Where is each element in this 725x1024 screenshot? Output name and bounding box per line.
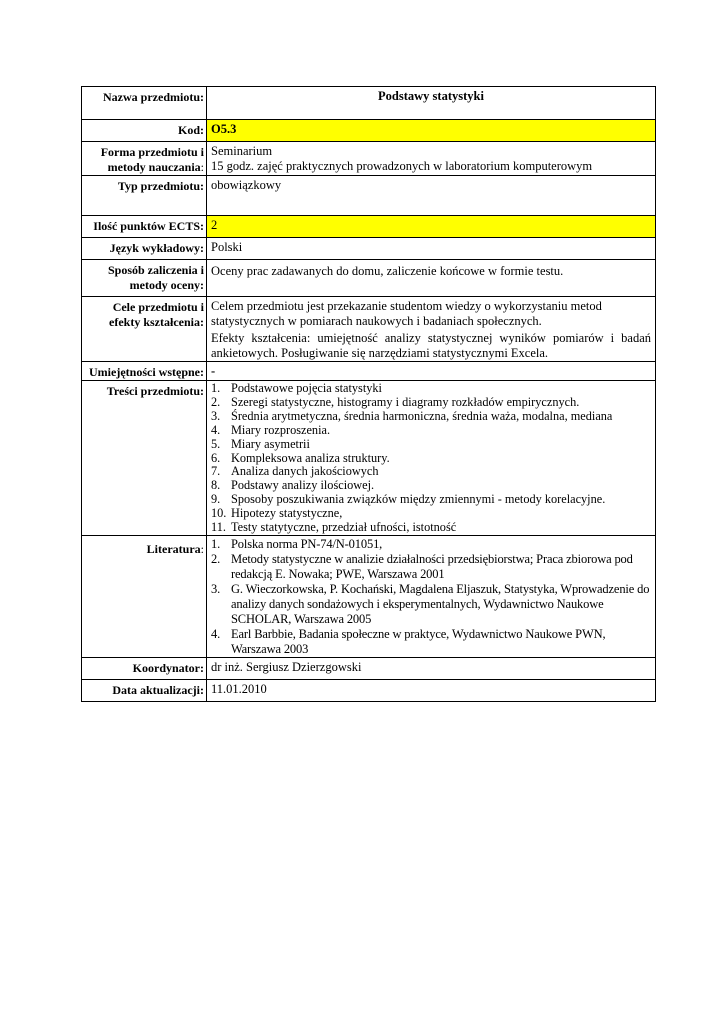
value-forma-line1: Seminarium (211, 144, 273, 158)
label-forma (82, 142, 207, 176)
tresci-item-text: Miary asymetrii (231, 436, 310, 451)
tresci-item-number: 9. (211, 492, 221, 507)
label-koordynator: Koordynator: (82, 657, 207, 679)
tresci-item (211, 438, 651, 452)
row-tresci (82, 381, 656, 536)
tresci-item-number: 1. (211, 381, 221, 395)
tresci-item-number: 7. (211, 464, 221, 479)
literatura-item-text: Metody statystyczne w analizie działalności przedsiębiorstwa; Praca zbiorowa pod redakcją E. Nowaka; PWE, Warszawa 2001 (231, 551, 633, 581)
tresci-item-number: 10. (211, 506, 227, 521)
value-kod: O5.3 (207, 120, 656, 142)
literatura-list (211, 537, 651, 657)
tresci-item-number: 4. (211, 422, 221, 437)
row-cele (82, 297, 656, 362)
tresci-item (211, 507, 651, 521)
label-forma-line1: Forma przedmiotu i (100, 145, 204, 159)
cele-paragraph-1: Celem przedmiotu jest przekazanie studentom wiedzy o wykorzystaniu metod statystycznych w pomiarach naukowych i badaniach społecznych. (211, 299, 602, 328)
label-cele-line2: efekty kształcenia: (109, 315, 204, 329)
row-jezyk (82, 238, 656, 260)
tresci-item-number: 3. (211, 408, 221, 423)
tresci-item-number: 2. (211, 394, 221, 409)
value-typ: obowiązkowy (207, 176, 656, 216)
literatura-item-number: 3. (211, 581, 221, 596)
tresci-list (211, 382, 651, 535)
label-cele (82, 297, 207, 362)
label-forma-line2 (85, 160, 204, 175)
tresci-item-number: 8. (211, 478, 221, 493)
row-forma (82, 142, 656, 176)
value-forma (207, 142, 656, 176)
tresci-item-text: Podstawy analizy ilościowej. (231, 478, 375, 493)
literatura-item (211, 582, 651, 627)
tresci-item-text: Analiza danych jakościowych (231, 464, 379, 479)
row-kod (82, 120, 656, 142)
value-koordynator: dr inż. Sergiusz Dzierzgowski (207, 657, 656, 679)
tresci-item (211, 396, 651, 410)
literatura-item-text: Earl Barbbie, Badania społeczne w praktyce, Wydawnictwo Naukowe PWN, Warszawa 2003 (231, 626, 606, 656)
tresci-item-text: Testy statytyczne, przedział ufności, istotność (231, 520, 457, 535)
row-typ (82, 176, 656, 216)
row-ects (82, 216, 656, 238)
tresci-item-text: Kompleksowa analiza struktury. (231, 450, 390, 465)
label-tresci: Treści przedmiotu: (82, 381, 207, 536)
value-cele (207, 297, 656, 362)
value-literatura (207, 535, 656, 657)
label-sposob-line2: metody oceny: (129, 278, 204, 292)
tresci-item-text: Szeregi statystyczne, histogramy i diagramy rozkładów empirycznych. (231, 394, 580, 409)
literatura-item-number: 1. (211, 536, 221, 551)
tresci-item (211, 479, 651, 493)
value-ects: 2 (207, 216, 656, 238)
tresci-item-number: 11. (211, 520, 226, 535)
label-literatura-text: Literatura (146, 541, 201, 556)
literatura-item-text: Polska norma PN-74/N-01051, (231, 536, 383, 551)
label-umiejetnosci: Umiejętności wstępne: (82, 362, 207, 381)
label-typ: Typ przedmiotu: (82, 176, 207, 216)
tresci-item (211, 465, 651, 479)
literatura-item-number: 4. (211, 626, 221, 641)
label-literatura-colon: : (200, 541, 204, 556)
row-literatura (82, 535, 656, 657)
row-data (82, 679, 656, 701)
tresci-item-text: Hipotezy statystyczne, (231, 506, 343, 521)
label-forma-line2-text: metody nauczania (107, 160, 201, 174)
tresci-item-number: 6. (211, 450, 221, 465)
label-sposob-line1: Sposób zaliczenia i (107, 263, 204, 277)
label-ects: Ilość punktów ECTS: (82, 216, 207, 238)
label-sposob (82, 260, 207, 297)
tresci-item (211, 452, 651, 466)
row-nazwa (82, 87, 656, 120)
tresci-item-text: Miary rozproszenia. (231, 422, 331, 437)
course-card-table (81, 86, 656, 702)
literatura-item (211, 552, 651, 582)
tresci-item-text: Średnia arytmetyczna, średnia harmoniczna, średnia waża, modalna, mediana (231, 408, 613, 423)
tresci-item (211, 424, 651, 438)
value-tresci (207, 381, 656, 536)
label-cele-line1: Cele przedmiotu i (112, 300, 204, 314)
value-umiejetnosci: - (207, 362, 656, 381)
literatura-item-text: G. Wieczorkowska, P. Kochański, Magdalena Eljaszuk, Statystyka, Wprowadzenie do analizy danych sondażowych i eksperymentalnych, Wydawnictwo Naukowe SCHOLAR, Warszawa 2005 (231, 581, 650, 626)
tresci-item-number: 5. (211, 436, 221, 451)
value-sposob: Oceny prac zadawanych do domu, zaliczenie końcowe w formie testu. (207, 260, 656, 297)
value-jezyk: Polski (207, 238, 656, 260)
row-umiejetnosci (82, 362, 656, 381)
tresci-item (211, 410, 651, 424)
label-nazwa: Nazwa przedmiotu: (82, 87, 207, 120)
value-data: 11.01.2010 (207, 679, 656, 701)
course-title: Podstawy statystyki (207, 87, 656, 120)
label-jezyk: Język wykładowy: (82, 238, 207, 260)
row-sposob (82, 260, 656, 297)
cele-paragraph-2: Efekty kształcenia: umiejętność analizy statystycznej wyników pomiarów i badań ankietowych. Posługiwanie się narzędziami statystycznymi Excela. (211, 331, 651, 360)
literatura-item-number: 2. (211, 551, 221, 566)
label-forma-colon: : (200, 160, 204, 174)
literatura-item (211, 627, 651, 657)
label-kod: Kod: (82, 120, 207, 142)
tresci-item (211, 493, 651, 507)
value-forma-line2: 15 godz. zajęć praktycznych prowadzonych w laboratorium komputerowym (211, 159, 593, 173)
row-koordynator (82, 657, 656, 679)
literatura-item (211, 537, 651, 552)
tresci-item (211, 521, 651, 535)
label-literatura (82, 535, 207, 657)
label-data: Data aktualizacji: (82, 679, 207, 701)
tresci-item-text: Sposoby poszukiwania związków między zmiennymi - metody korelacyjne. (231, 492, 606, 507)
tresci-item (211, 382, 651, 396)
tresci-item-text: Podstawowe pojęcia statystyki (231, 381, 382, 395)
